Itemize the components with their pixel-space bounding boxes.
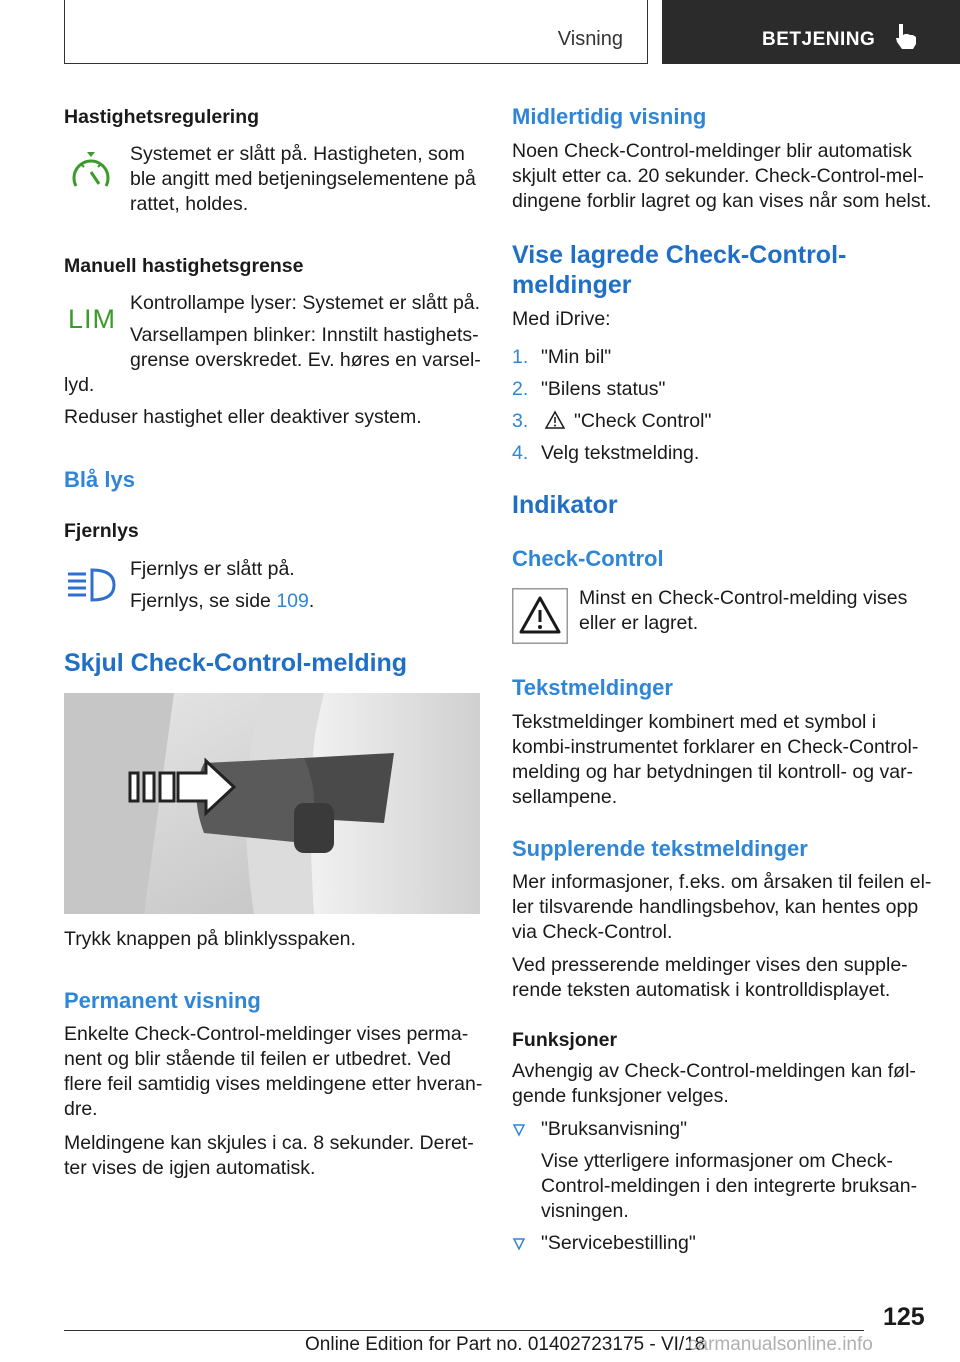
header-chapter-label: BETJENING bbox=[762, 29, 876, 50]
cruise-control-text: Systemet er slått på. Hastigheten, som ble angitt med betjeningselementene på rattet, holdes. bbox=[130, 143, 476, 215]
text-messages-text: Tekstmeldinger kombinert med et symbol i kombi-instrumentet forklarer en Check-Control- melding og har betydningen til kontroll- og var- sellampene. bbox=[512, 711, 919, 808]
step-item: Velg tekstmelding. bbox=[541, 442, 700, 464]
check-control-text: Minst en Check-Control-melding vises eller er lagret. bbox=[579, 587, 908, 634]
bullet-item: "Servicebestilling" bbox=[541, 1232, 696, 1254]
temporary-display-text: Noen Check-Control-meldinger blir automatisk skjult etter ca. 20 sekunder. Check-Control-mel- dingene forblir lagret og kan vises når som helst. bbox=[512, 140, 932, 212]
page-reference-link[interactable]: 109 bbox=[276, 590, 309, 612]
step-item: "Check Control" bbox=[574, 410, 712, 432]
cruise-control-title: Hastighetsregulering bbox=[64, 106, 260, 128]
speed-limit-text3: Reduser hastighet eller deaktiver system. bbox=[64, 406, 422, 428]
header-chapter-tab bbox=[662, 0, 960, 64]
show-stored-messages-heading: Vise lagrede Check-Control- meldinger bbox=[512, 241, 847, 299]
step-number: 1. bbox=[512, 346, 529, 368]
hand-pointer-icon bbox=[894, 22, 918, 50]
speed-limit-text2-line1: Varsellampen blinker: Innstilt hastighets- bbox=[130, 324, 479, 346]
header-section-title: Visning bbox=[557, 28, 623, 50]
turn-signal-lever-photo bbox=[64, 693, 480, 914]
step-number: 2. bbox=[512, 378, 529, 400]
footer-divider bbox=[64, 1330, 864, 1331]
permanent-display-text2: Meldingene kan skjules i ca. 8 sekunder. Deret- ter vises de igjen automatisk. bbox=[64, 1132, 474, 1179]
cruise-control-icon bbox=[68, 150, 114, 196]
photo-caption: Trykk knappen på blinklysspaken. bbox=[64, 928, 356, 950]
page-number: 125 bbox=[883, 1303, 925, 1331]
check-control-warning-icon bbox=[512, 588, 568, 644]
footer-watermark: carmanualsonline.info bbox=[688, 1334, 873, 1355]
high-beam-text2: Fjernlys, se side 109. bbox=[130, 590, 315, 612]
step-number: 3. bbox=[512, 410, 529, 432]
header-section-box bbox=[64, 0, 648, 64]
blue-lights-heading: Blå lys bbox=[64, 467, 135, 492]
temporary-display-heading: Midlertidig visning bbox=[512, 104, 707, 129]
idrive-label: Med iDrive: bbox=[512, 308, 611, 330]
supplementary-messages-heading: Supplerende tekstmeldinger bbox=[512, 836, 808, 861]
permanent-display-heading: Permanent visning bbox=[64, 988, 261, 1013]
lim-indicator-icon: LIM bbox=[68, 304, 117, 334]
speed-limit-title: Manuell hastighetsgrense bbox=[64, 255, 304, 277]
step-number: 4. bbox=[512, 442, 529, 464]
indicator-heading: Indikator bbox=[512, 491, 618, 519]
check-control-heading: Check-Control bbox=[512, 546, 664, 571]
high-beam-icon bbox=[66, 566, 118, 606]
high-beam-text1: Fjernlys er slått på. bbox=[130, 558, 295, 580]
step-item: "Bilens status" bbox=[541, 378, 666, 400]
high-beam-title: Fjernlys bbox=[64, 520, 139, 542]
bullet-item-text: Vise ytterligere informasjoner om Check- Control-meldingen i den integrerte bruksan- visningen. bbox=[541, 1150, 918, 1222]
bullet-triangle-icon bbox=[512, 1237, 526, 1251]
functions-title: Funksjoner bbox=[512, 1029, 618, 1051]
hide-check-control-heading: Skjul Check-Control-melding bbox=[64, 649, 408, 677]
supplementary-text2: Ved presserende meldinger vises den supple- rende teksten automatisk i kontrolldisplayet. bbox=[512, 954, 908, 1001]
speed-limit-text2-line3: lyd. bbox=[64, 374, 95, 396]
functions-text: Avhengig av Check-Control-meldingen kan føl- gende funksjoner velges. bbox=[512, 1060, 916, 1107]
bullet-triangle-icon bbox=[512, 1123, 526, 1137]
speed-limit-text1: Kontrollampe lyser: Systemet er slått på. bbox=[130, 292, 481, 314]
text-messages-heading: Tekstmeldinger bbox=[512, 675, 673, 700]
bullet-item: "Bruksanvisning" bbox=[541, 1118, 688, 1140]
permanent-display-text1: Enkelte Check-Control-meldinger vises perma- nent og blir stående til feilen er utbedret. Ved flere feil samtidig vises meldingene etter hveran- dre. bbox=[64, 1023, 483, 1120]
warning-triangle-icon bbox=[544, 410, 566, 430]
supplementary-text1: Mer informasjoner, f.eks. om årsaken til feilen el- ler tilsvarende handlingsbehov, kan hentes opp via Check-Control. bbox=[512, 871, 932, 943]
speed-limit-text2-line2: grense overskredet. Ev. høres en varsel- bbox=[130, 349, 481, 371]
step-item: "Min bil" bbox=[541, 346, 612, 368]
footer-edition: Online Edition for Part no. 01402723175 - VI/18 bbox=[305, 1334, 706, 1355]
